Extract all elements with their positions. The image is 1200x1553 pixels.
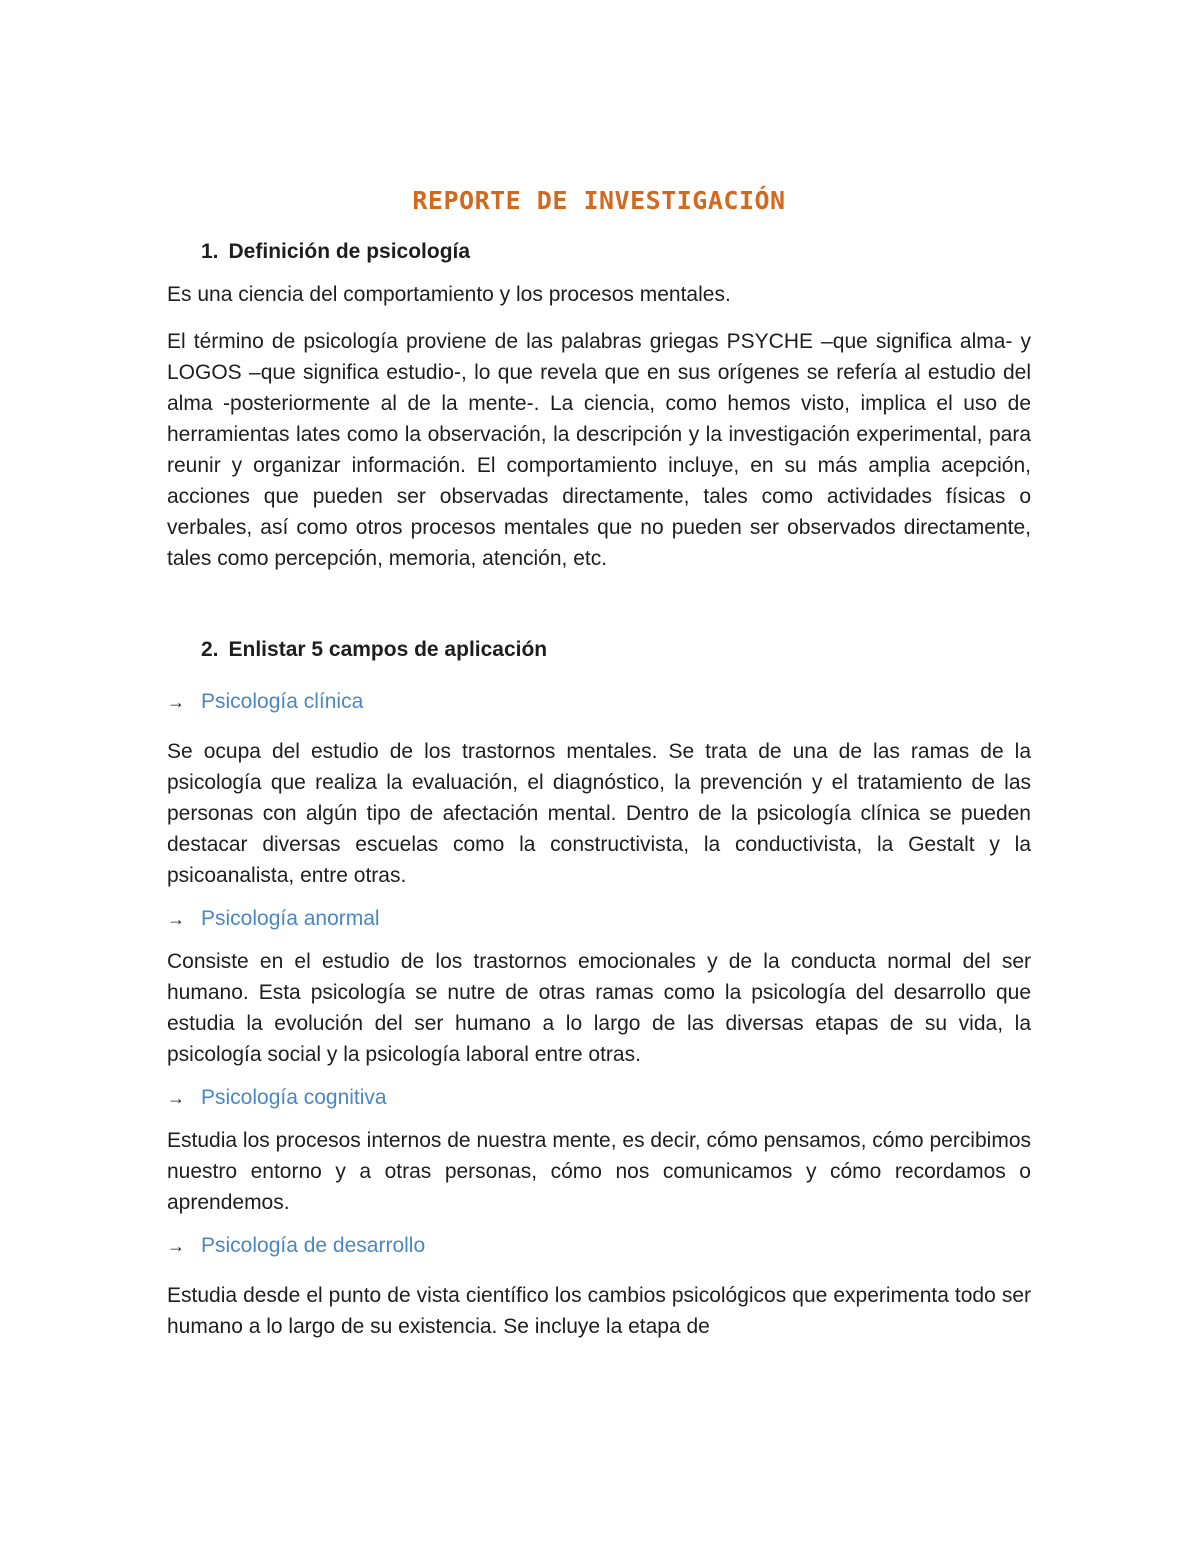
field-title-desarrollo [167,1234,1031,1258]
section-heading-text: Definición de psicología [228,240,471,263]
field-description: Consiste en el estudio de los trastornos emocionales y de la conducta normal del ser humano. Esta psicología se nutre de otras ramas como la psicología del desarrollo que estudia la evolución del ser humano a lo largo de las diversas etapas de su vida, la psicología social y la psicología laboral entre otras. [167,950,1031,1066]
section-number: 2. [201,638,219,661]
field-title-text: Psicología clínica [201,690,364,713]
field-title-anormal [167,907,1031,931]
field-title-cognitiva [167,1086,1031,1110]
field-description: Estudia desde el punto de vista científico los cambios psicológicos que experimenta todo ser humano a lo largo de su existencia. Se incluye la etapa de [167,1284,1031,1338]
section-number: 1. [201,240,219,263]
field-description: Se ocupa del estudio de los trastornos mentales. Se trata de una de las ramas de la psicología que realiza la evaluación, el diagnóstico, la prevención y el tratamiento de las personas con algún tipo de afectación mental. Dentro de la psicología clínica se pueden destacar diversas escuelas como la constructivista, la conductivista, la Gestalt y la psicoanalista, entre otras. [167,740,1031,887]
section-heading-text: Enlistar 5 campos de aplicación [228,638,548,661]
field-title-clinica [167,690,1031,714]
section-heading-fields [167,638,1031,662]
definition-paragraph-short: Es una ciencia del comportamiento y los procesos mentales. [167,283,731,306]
arrow-icon: → [167,1235,185,1256]
field-title-text: Psicología cognitiva [201,1086,387,1109]
field-title-text: Psicología de desarrollo [201,1234,426,1257]
arrow-icon: → [167,1087,185,1108]
arrow-icon: → [167,691,185,712]
arrow-icon: → [167,908,185,929]
document-title: REPORTE DE INVESTIGACIÓN [412,186,786,215]
field-description: Estudia los procesos internos de nuestra mente, es decir, cómo pensamos, cómo percibimos nuestro entorno y a otras personas, cómo nos comunicamos y cómo recordamos o aprendemos. [167,1129,1031,1214]
definition-paragraph-long: El término de psicología proviene de las palabras griegas PSYCHE –que significa alma- y LOGOS –que significa estudio-, lo que revela que en sus orígenes se refería al estudio del alma -posteriormente al de la mente-. La ciencia, como hemos visto, implica el uso de herramientas lates como la observación, la descripción y la investigación experimental, para reunir y organizar información. El comportamiento incluye, en su más amplia acepción, acciones que pueden ser observadas directamente, tales como actividades físicas o verbales, así como otros procesos mentales que no pueden ser observados directamente, tales como percepción, memoria, atención, etc. [167,330,1031,570]
section-heading-definition [167,240,1031,264]
field-title-text: Psicología anormal [201,907,380,930]
document-content [167,186,1031,1342]
